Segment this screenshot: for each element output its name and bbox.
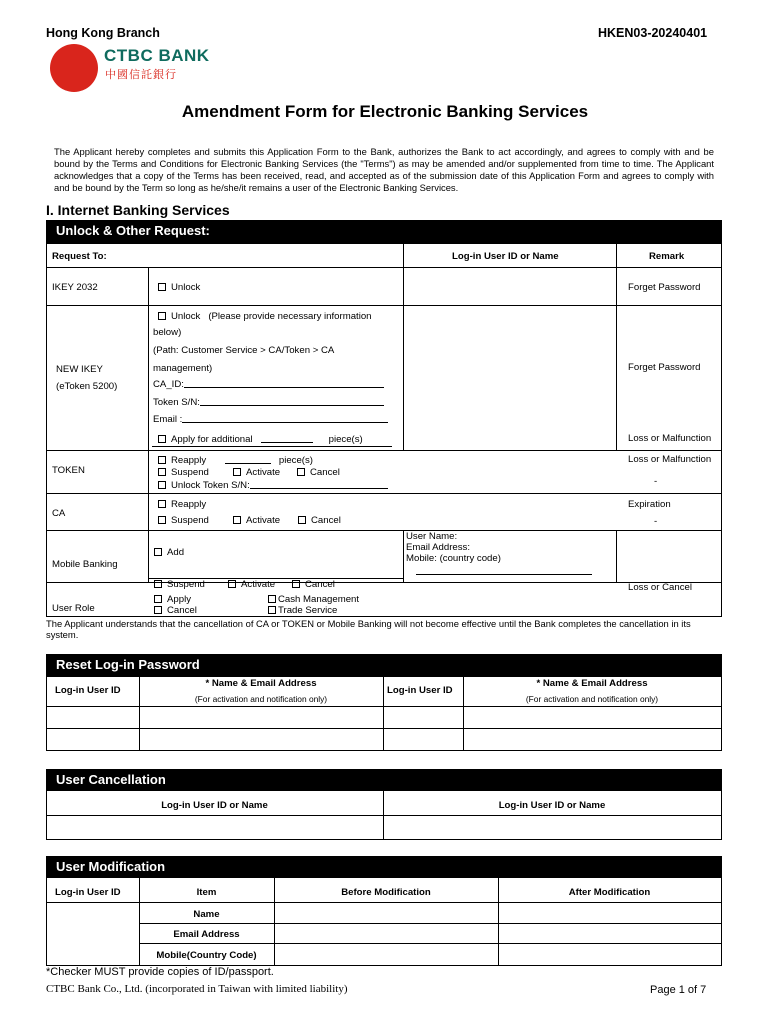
newikey-remark-forget: Forget Password [628, 362, 701, 373]
token-suspend-option[interactable]: Suspend [158, 467, 209, 478]
ca-cancel-option[interactable]: Cancel [298, 515, 341, 526]
branch-label: Hong Kong Branch [46, 26, 160, 40]
checkbox-icon[interactable] [228, 580, 236, 588]
ca-id-field[interactable]: CA_ID: [153, 378, 384, 390]
reset-login-id-input-2[interactable] [384, 707, 463, 728]
reset-col-name-email-2: * Name & Email Address [536, 678, 648, 689]
token-remark-dash: - [654, 476, 658, 487]
newikey-note-below: below) [153, 327, 182, 338]
checkbox-icon[interactable] [268, 606, 276, 614]
mod-col-item: Item [196, 887, 217, 898]
cancellation-effective-note: The Applicant understands that the cancellation of CA or TOKEN or Mobile Banking will not become effective until the Bank completes the cancellation in its system. [46, 618, 691, 640]
role-trade-service-option[interactable]: Trade Service [268, 605, 337, 616]
checkbox-icon[interactable] [292, 580, 300, 588]
reset-col-name-email: * Name & Email Address [205, 678, 317, 689]
cancel-col-login-id-name-2: Log-in User ID or Name [498, 800, 606, 811]
mobile-suspend-option[interactable]: Suspend [154, 579, 205, 590]
mod-item-email: Email Address [173, 929, 240, 940]
mod-after-input[interactable] [499, 903, 721, 965]
mobile-activate-option[interactable]: Activate [228, 579, 275, 590]
checkbox-icon[interactable] [158, 500, 166, 508]
user-modification-bar: User Modification [46, 856, 722, 878]
newikey-sublabel: (eToken 5200) [56, 381, 118, 392]
checkbox-icon[interactable] [158, 312, 166, 320]
col-remark: Remark [649, 251, 685, 262]
mobile-cancel-option[interactable]: Cancel [292, 579, 335, 590]
ikey-remark: Forget Password [628, 282, 701, 293]
footer-company: CTBC Bank Co., Ltd. (incorporated in Taiwan with limited liability) [46, 983, 348, 995]
token-remark-loss: Loss or Malfunction [628, 454, 712, 465]
page-title: Amendment Form for Electronic Banking Services [181, 102, 589, 121]
checkbox-icon[interactable] [268, 595, 276, 603]
reset-col-login-id-2: Log-in User ID [387, 685, 453, 696]
unlock-token-sn-option[interactable]: Unlock Token S/N: [158, 479, 388, 491]
newikey-management: management) [153, 363, 213, 374]
checkbox-icon[interactable] [233, 468, 241, 476]
mod-before-input[interactable] [275, 903, 498, 965]
reset-col-note-2: (For activation and notification only) [525, 694, 659, 704]
reset-col-login-id: Log-in User ID [55, 685, 121, 696]
mobile-country-code: Mobile: (country code) [406, 553, 501, 564]
col-request-to: Request To: [52, 251, 107, 262]
user-cancellation-bar: User Cancellation [46, 769, 722, 791]
reset-col-note: (For activation and notification only) [194, 694, 328, 704]
ca-reapply-option[interactable]: Reapply [158, 499, 206, 510]
bank-logo-emblem [50, 44, 98, 92]
ikey-label: IKEY 2032 [52, 282, 98, 293]
newikey-path: (Path: Customer Service > CA/Token > CA [153, 345, 335, 356]
reset-name-email-input-1[interactable] [140, 707, 383, 728]
cancel-col-login-id-name: Log-in User ID or Name [161, 800, 268, 811]
ca-remark-dash: - [654, 516, 658, 527]
mod-login-id-input[interactable] [47, 903, 139, 965]
ca-suspend-option[interactable]: Suspend [158, 515, 209, 526]
role-apply-option[interactable]: Apply [154, 594, 191, 605]
ikey-unlock-option[interactable]: Unlock [158, 282, 200, 293]
role-cancel-option[interactable]: Cancel [154, 605, 197, 616]
section-title: I. Internet Banking Services [46, 202, 230, 218]
page-number: Page 1 of 7 [650, 984, 707, 996]
token-reapply-option[interactable]: Reapply piece(s) [158, 454, 313, 466]
checkbox-icon[interactable] [158, 456, 166, 464]
checkbox-icon[interactable] [158, 516, 166, 524]
token-activate-option[interactable]: Activate [233, 467, 280, 478]
apply-additional-option[interactable]: Apply for additional piece(s) [158, 433, 363, 445]
checkbox-icon[interactable] [154, 548, 162, 556]
token-label: TOKEN [52, 465, 85, 476]
mobile-user-name: User Name: [406, 531, 458, 542]
bank-logo-name: CTBC BANK [104, 46, 210, 65]
newikey-label: NEW IKEY [56, 364, 103, 375]
mod-col-login-id: Log-in User ID [55, 887, 121, 898]
email-field[interactable]: Email : [153, 413, 388, 425]
checkbox-icon[interactable] [154, 595, 162, 603]
ca-activate-option[interactable]: Activate [233, 515, 280, 526]
form-code: HKEN03-20240401 [598, 26, 708, 40]
user-role-label: User Role [52, 603, 95, 614]
checkbox-icon[interactable] [158, 481, 166, 489]
checkbox-icon[interactable] [158, 435, 166, 443]
reset-login-id-input-1[interactable] [47, 707, 139, 728]
cancel-login-input-1[interactable] [47, 816, 383, 839]
token-sn-field[interactable]: Token S/N: [153, 396, 384, 408]
checkbox-icon[interactable] [233, 516, 241, 524]
cancel-login-input-2[interactable] [384, 816, 721, 839]
role-cash-management-option[interactable]: Cash Management [268, 594, 359, 605]
unlock-request-bar: Unlock & Other Request: [46, 220, 722, 244]
checkbox-icon[interactable] [154, 606, 162, 614]
bank-logo-name-cn: 中國信託銀行 [105, 69, 177, 81]
mobile-email-address: Email Address: [406, 542, 470, 553]
reset-password-bar: Reset Log-in Password [46, 654, 722, 677]
mod-item-mobile: Mobile(Country Code) [156, 950, 257, 961]
mod-item-name: Name [193, 909, 220, 920]
mobile-remark: Loss or Cancel [628, 582, 692, 593]
checkbox-icon[interactable] [154, 580, 162, 588]
checker-note: *Checker MUST provide copies of ID/passport. [46, 966, 274, 978]
mobile-add-option[interactable]: Add [154, 547, 184, 558]
checkbox-icon[interactable] [298, 516, 306, 524]
col-login-id-name: Log-in User ID or Name [452, 251, 559, 262]
ca-remark-expiration: Expiration [628, 499, 671, 510]
checkbox-icon[interactable] [297, 468, 305, 476]
ca-label: CA [52, 508, 66, 519]
checkbox-icon[interactable] [158, 283, 166, 291]
mobile-banking-label: Mobile Banking [52, 559, 118, 570]
token-cancel-option[interactable]: Cancel [297, 467, 340, 478]
checkbox-icon[interactable] [158, 468, 166, 476]
reset-name-email-input-2[interactable] [464, 707, 721, 728]
newikey-unlock-option[interactable]: Unlock (Please provide necessary information [158, 311, 372, 322]
mod-col-after: After Modification [568, 887, 651, 898]
mod-col-before: Before Modification [341, 887, 431, 898]
intro-paragraph: The Applicant hereby completes and submits this Application Form to the Bank, authorizes the Bank to act accordingly, and agrees to comply with and be bound by the Terms and Conditions for Electronic Banking Services (the "Terms") as may be amended and/or supplemented from time to time. The Applicant acknowledges that a copy of the Terms has been received, read, and accepted as of the submission date of this Application Form and agrees to comply with and be bound by the Term so long as he/she/it remains a user of the Electronic Banking Services. [54, 146, 714, 193]
newikey-remark-loss: Loss or Malfunction [628, 433, 712, 444]
